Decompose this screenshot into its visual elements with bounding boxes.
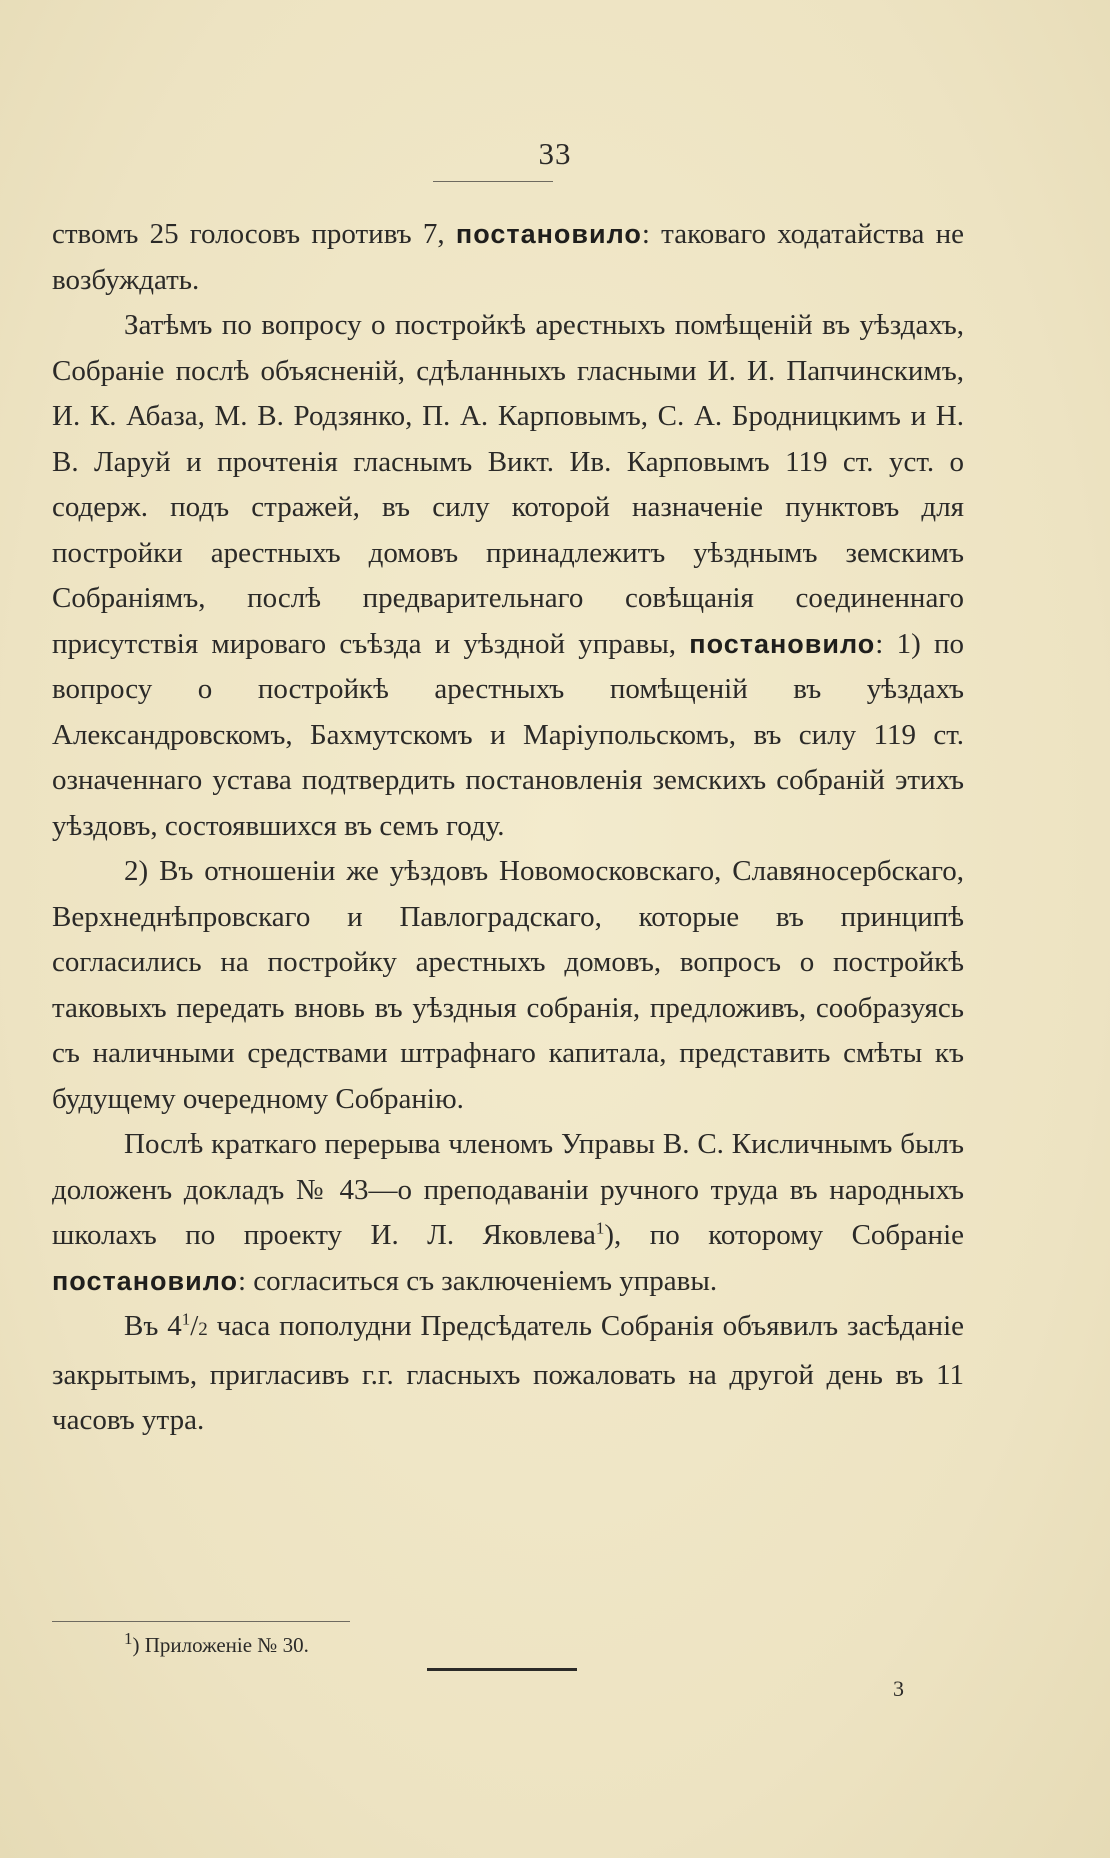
paragraph: [52, 849, 964, 1122]
footnote-text: ) Приложеніе № 30.: [132, 1633, 309, 1657]
footnote-rule: [52, 1621, 350, 1622]
text-run: ), по которому Собраніе: [604, 1219, 965, 1251]
superscript: 1: [595, 1218, 605, 1238]
footer-rule: [427, 1668, 577, 1671]
emphasized-word: постановило: [52, 1265, 238, 1296]
footnote-marker: 1: [124, 1629, 133, 1648]
paragraph: [52, 212, 964, 303]
text-run: часа пополудни Предсѣдатель Собранія объявилъ засѣданіе закрытымъ, пригласивъ г.г. гласныхъ пожаловать на другой день въ 11 часовъ утра.: [52, 1310, 965, 1436]
emphasized-word: постановило: [689, 628, 876, 659]
text-run: Послѣ краткаго перерыва членомъ Управы В. С. Кисличнымъ былъ доложенъ докладъ № 43—о преподаваніи ручного труда въ народныхъ школахъ по проекту И. Л. Яковлева: [52, 1128, 964, 1251]
header-rule: [433, 181, 553, 182]
footnote: [124, 1630, 309, 1660]
text-run: /: [190, 1310, 199, 1342]
paragraph: [52, 1122, 964, 1304]
body-text: [52, 212, 964, 1444]
paragraph: [52, 303, 964, 849]
superscript: 1: [181, 1309, 191, 1329]
text-run: Затѣмъ по вопросу о постройкѣ арестныхъ помѣщеній въ уѣздахъ, Собраніе послѣ объясненій, сдѣланныхъ гласными И. И. Папчинскимъ, И. К. Абаза, М. В. Родзянко, П. А. Карповымъ, С. А. Бродницкимъ и Н. В. Ларуй и прочтенія гласнымъ Викт. Ив. Карповымъ 119 ст. уст. о содерж. подъ стражей, въ силу которой назначеніе пунктовъ для постройки арестныхъ домовъ принадлежитъ уѣзднымъ земскимъ Собраніямъ, послѣ предварительнаго совѣщанія соединеннаго присутствія мироваго съѣзда и уѣздной управы,: [52, 309, 964, 660]
text-run: : таковаго ходатайства не возбуждать.: [52, 218, 964, 296]
emphasized-word: постановило: [455, 219, 642, 249]
text-run: 2) Въ отношеніи же уѣздовъ Новомосковскаго, Славяносербскаго, Верхнеднѣпровскаго и Павлоградскаго, которые въ принципѣ согласились на постройку арестныхъ домовъ, вопросъ о постройкѣ таковыхъ передать вновь въ уѣздныя собранія, предложивъ, сообразуясь съ наличными средствами штрафнаго капитала, представить смѣты къ будущему очередному Собранію.: [52, 855, 964, 1115]
text-run: ствомъ 25 голосовъ противъ 7,: [52, 218, 456, 250]
text-run: : 1) по вопросу о постройкѣ арестныхъ помѣщеній въ уѣздахъ Александровскомъ, Бахмутскомъ и Маріупольскомъ, въ силу 119 ст. означеннаго устава подтвердить постановленія земскихъ собраній этихъ уѣздовъ, состоявшихся въ семъ году.: [52, 627, 964, 842]
signature-mark: 3: [893, 1676, 904, 1701]
text-run: Въ 4: [124, 1310, 182, 1342]
paragraph: [52, 1304, 964, 1444]
page-number: 33: [538, 136, 572, 171]
text-run: : согласиться съ заключеніемъ управы.: [238, 1264, 718, 1297]
text-run: 2: [198, 1319, 208, 1340]
